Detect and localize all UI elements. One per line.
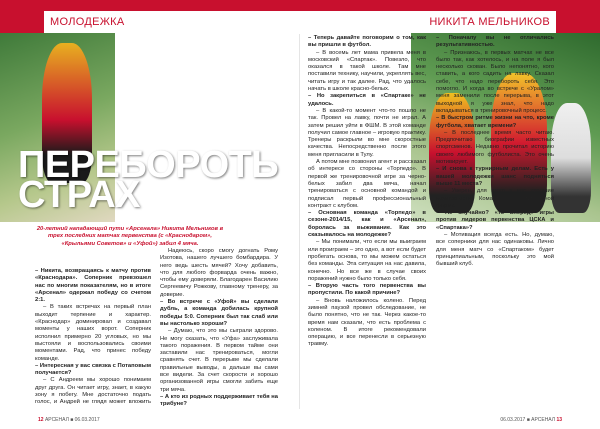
page-number-left: 12 (38, 417, 44, 423)
text-column-4 (436, 35, 554, 408)
article-title: ПЕРЕБОРОТЬ СТРАХ (18, 144, 279, 216)
footer-right-text: 06.03.2017 ■ АРСЕНАЛ (500, 417, 556, 423)
page-gutter (299, 34, 300, 409)
answer-paragraph: – Думаю, что это мы сыграли здорово. Не могу сказать, что «Уфа» заслуживала такого поражения. В первом тайме они заставили нас тренироваться, могли сравнять счет. В перерыве мы сделали правильные выводы, а дальше вы сами все видели. За счет скорости и хорошо организованной игры смогли забить еще три мяча. (160, 328, 278, 393)
footer-left-text: АРСЕНАЛ ■ 06.03.2017 (44, 417, 100, 423)
opponent-figure (551, 103, 591, 213)
question-paragraph: – В быстром ритме жизни на что, кроме футбола, хватает времени? (436, 115, 554, 129)
text-column-3 (308, 35, 426, 408)
rubric-strip-left (0, 11, 44, 33)
question-paragraph: – Никита, возвращаясь к матчу против «Краснодара». Соперник превзошел нас по многим показателям, но в итоге «Арсенал» одержал победу со счетом 2:1. (35, 268, 151, 304)
question-paragraph: – Вторую часть того первенства вы пропустили. По какой причине? (308, 283, 426, 297)
answer-paragraph: – Признаюсь, в первых матчах не все было так, как хотелось, и на поле я был несколько скован. Было непонятно, кого ставить, а кого садить на лавку. Сказал себе, что надо перебороть себя. Это помогло. И когда во встрече с «Уралом» меня заменили после перерыва, в этот выходной я уже знал, что надо вкладываться в тренировочный процесс. (436, 49, 554, 114)
question-paragraph: – Поначалу вы не отличались результативностью. (436, 35, 554, 49)
rubric-left: МОЛОДЕЖКА (50, 16, 125, 28)
question-paragraph: – Интересная у вас связка с Потаповым получается? (35, 362, 151, 377)
answer-paragraph: Надеюсь, скоро смогу догнать Рому Изотова, нашего лучшего бомбардира. У него ведь шесть мячей? Хочу добавить, что для любого форварда очень важно, чтобы ему доверяли. Благодарен Василию Сергеевичу Рожкову, главному тренеру, за доверие. (160, 248, 278, 298)
text-column-1 (35, 268, 151, 408)
text-column-2 (160, 248, 278, 408)
answer-paragraph: – Мотивация всегда есть. Но, думаю, все соперники для нас одинаковы. Лично для меня матч со «Спартаком» будет принципиальным, поскольку это мой бывший клуб. (436, 232, 554, 268)
rubric-strip-right (556, 11, 600, 33)
question-paragraph: – Не случайно? «то вперед» игры против лидеров первенства ЦСКА и «Спартака»? (436, 210, 554, 231)
answer-paragraph: – В какой-то момент что-то пошло не так. Провел на лавку, почти не играл. А затем решил уйти в ФШМ. В этой команде получил самое главное – игровую практику. Тренеры раскрыли во мне скоростные качества. Непосредственно после этого меня пригласили в Тулу. (308, 107, 426, 158)
question-paragraph: – Теперь давайте поговорим о том, как вы пришли в футбол. (308, 35, 426, 49)
answer-paragraph: – Мы понимали, что если мы выиграем или проиграем – это одно, а вот если будет пробегать основа, то мы можем остаться без команды. Эта ситуация на нас давила, конечно. Но все же в случае своих поражений нужно было только себя. (308, 239, 426, 282)
question-paragraph: – А кто из родных поддерживает тебя на трибуне? (160, 393, 278, 408)
answer-paragraph: – В восемь лет мама привела меня в московский «Спартак». Повезло, что оказался в такой школе. Там мне поставили технику, научили, укреплять вес, читать игру и так далее. Рад, что удалось начать в школе красно-белых. (308, 49, 426, 93)
rubric-right: НИКИТА МЕЛЬНИКОВ (429, 16, 550, 28)
footer-left (38, 417, 100, 423)
answer-paragraph: А потом мне позвонил агент и рассказал об интересе со стороны «Торпедо». В первой же тренировочной игре за черно-белых забил два мяча, начал тренироваться с основной командой и подписал первый профессиональный контракт с клубом. (308, 159, 426, 209)
article-lead: 20-летний нападающий пути «Арсенала» Никита Мельников в трех последних матчах первенства (с «Краснодаром», «Крыльями Советов» и «Уфой») забил 4 мяча. (36, 226, 224, 247)
answer-paragraph: – С Андреем мы хорошо понимаем друг друга. Он читает игру, знает, в какую зону я побегу. Мне достаточно подать голос, и Андрей не глядя может вложить (35, 377, 151, 406)
answer-paragraph: – В последнее время часто читаю. Предпочитаю биографии известных спортсменов. Недавно прочитал историю своего любимого футболиста. Это очень мотивирует. (436, 129, 554, 166)
question-paragraph: – И снова к турнирным делам. Есть у вашей молодежки шанс подняться выше 11 места? (436, 166, 554, 187)
top-accent-bar (0, 0, 600, 11)
question-paragraph: – Но закрепиться в «Спартаке» не удалось. (308, 93, 426, 107)
page-number-right: 13 (556, 417, 562, 423)
footer-right (500, 417, 562, 423)
answer-paragraph: – В таких встречах на первый план выходит терпение и характер. «Краснодар» доминировал и создавал моменты у наших ворот. Соперник исполнил примерно 20 угловых, но мы выстояли и воспользовались своими моментами. Рад, что принес победу команде. (35, 304, 151, 362)
question-paragraph: – Основная команда «Торпедо» в сезоне-2014/15, как и «Арсенал», боролась за выживание. Как это сказывалось на молодежке? (308, 210, 426, 239)
answer-paragraph: – Вновь наложилось колено. Перед зимней паузой провел обследование, не было понятно, что не так. Через какое-то время нам сказали, что есть проблема с коленом. В итоге рекомендовали операцию, и все перенесли в серьезную травму. (308, 297, 426, 348)
answer-paragraph: – Уверен, для этого у нас хорошие возможности. Команда в оптимальной форме. (436, 188, 554, 209)
question-paragraph: – Во встрече с «Уфой» вы сделали дубль, а команда добилась крупной победы 5:0. Соперник был так слаб или вы настолько хороши? (160, 299, 278, 327)
